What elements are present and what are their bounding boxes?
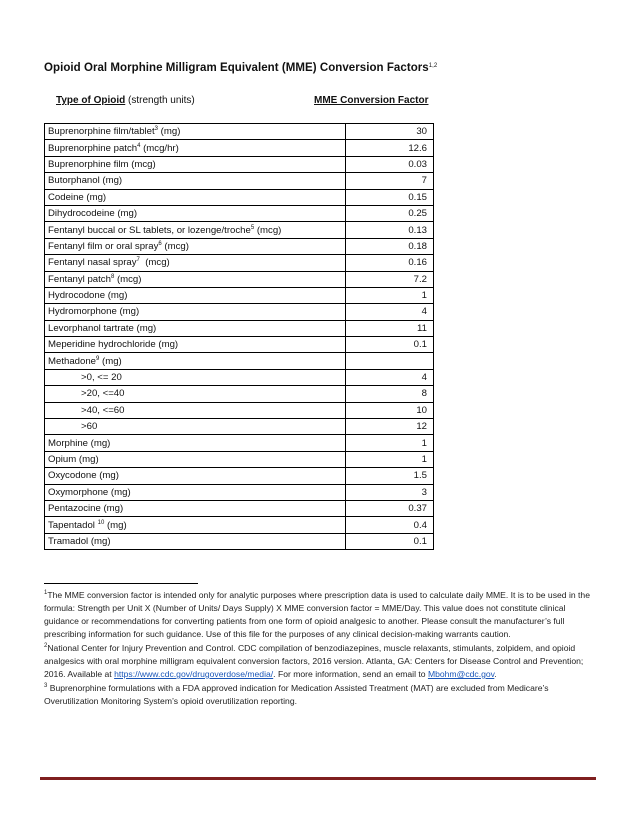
conversion-factor-cell: 0.03 [346,156,434,172]
conversion-factor-cell: 0.13 [346,222,434,238]
opioid-name-cell [45,156,346,172]
page-title [44,62,437,74]
opioid-name: Methadone [48,355,97,367]
strength-unit: (mcg) [161,240,189,252]
type-units: (strength units) [125,95,195,106]
strength-unit: (mcg) [139,257,170,269]
opioid-name: Butorphanol (mg) [48,175,123,187]
conversion-factor-cell: 12 [346,419,434,435]
opioid-name-cell [45,255,346,271]
conversion-factor-cell: 4 [346,369,434,385]
opioid-name-cell [45,369,346,385]
table-row [45,156,434,172]
table-row [45,140,434,156]
mme-conversion-table [44,123,434,550]
opioid-name-cell [45,124,346,140]
opioid-name-cell [45,484,346,500]
table-row [45,451,434,467]
opioid-name: Dihydrocodeine (mg) [48,208,138,220]
opioid-name: Buprenorphine film/tablet [48,126,155,138]
table-row [45,320,434,336]
footnote-3-text: Buprenorphine formulations with a FDA approved indication for Medication Assisted Treatment (MAT) are excluded from Medicare’s Overutilization Monitoring System’s opioid overutilization reporting. [44,683,549,706]
footnote-divider [44,583,198,584]
table-row [45,369,434,385]
table-row [45,386,434,402]
opioid-name: Meperidine hydrochloride (mg) [48,339,179,351]
footnote-3-number: 3 [44,683,48,689]
opioid-name: Buprenorphine patch [48,142,138,154]
strength-unit: (mcg) [254,224,282,236]
table-row [45,255,434,271]
table-row [45,402,434,418]
title-footnote-ref: 1,2 [428,63,438,69]
opioid-name-cell [45,238,346,254]
strength-unit: (mcg/hr) [140,142,179,154]
conversion-factor-cell: 0.1 [346,533,434,549]
footnotes [44,589,594,709]
conversion-factor-cell: 0.4 [346,517,434,533]
opioid-name: Oxycodone (mg) [48,470,119,482]
opioid-name-cell [45,353,346,369]
opioid-name-cell [45,205,346,221]
cdc-media-link[interactable]: https://www.cdc.gov/drugoverdose/media/ [114,669,274,679]
opioid-name-cell [45,468,346,484]
conversion-factor-cell: 3 [346,484,434,500]
column-header-factor: MME Conversion Factor [314,95,429,106]
conversion-factor-cell: 11 [346,320,434,336]
opioid-name-cell [45,533,346,549]
table-row [45,533,434,549]
footnote-2 [44,642,594,681]
conversion-factor-cell: 7.2 [346,271,434,287]
opioid-name-cell [45,222,346,238]
opioid-name-cell [45,386,346,402]
conversion-factor-cell: 1 [346,287,434,303]
opioid-name: Codeine (mg) [48,191,107,203]
table-row [45,189,434,205]
opioid-name-cell [45,337,346,353]
table-row [45,173,434,189]
opioid-name: Oxymorphone (mg) [48,486,131,498]
footnote-ref: 10 [97,519,105,526]
opioid-name-cell [45,287,346,303]
opioid-name: Fentanyl nasal spray [48,257,137,269]
footnote-3 [44,682,594,708]
footnote-ref: 7 [136,257,140,264]
table-row [45,484,434,500]
type-label: Type of Opioid [56,95,126,106]
footnote-ref: 5 [250,224,255,231]
strength-unit: (mg) [104,519,127,531]
conversion-factor-cell: 10 [346,402,434,418]
opioid-name: >40, <=60 [81,404,125,416]
table-row [45,500,434,516]
opioid-name-cell [45,304,346,320]
footnote-ref: 8 [110,273,115,280]
footnote-ref: 3 [154,126,159,133]
opioid-name-cell [45,271,346,287]
title-text: Opioid Oral Morphine Milligram Equivalent (MME) Conversion Factors [44,62,429,74]
table-row [45,337,434,353]
opioid-name-cell [45,189,346,205]
bottom-rule [40,777,596,780]
table-row [45,271,434,287]
opioid-name: >20, <=40 [81,388,125,400]
conversion-factor-cell: 0.16 [346,255,434,271]
opioid-name-cell [45,517,346,533]
strength-unit: (mg) [99,355,122,367]
table-row [45,435,434,451]
footnote-2-text: National Center for Injury Prevention and Control. CDC compilation of benzodiazepines, muscle relaxants, stimulants, zolpidem, and opioid analgesics with oral morphine milligram equivalent conversion factors, 2016 version. Atlanta, GA: Centers for Disease Control and Prevention; 2016. Available at [44,643,584,679]
table-row [45,205,434,221]
conversion-factor-cell: 8 [346,386,434,402]
opioid-name-cell [45,451,346,467]
opioid-name: >60 [81,421,98,433]
opioid-name-cell [45,140,346,156]
footnote-2-end: . [494,669,497,679]
conversion-factor-cell: 7 [346,173,434,189]
table-row [45,238,434,254]
opioid-name: Hydromorphone (mg) [48,306,140,318]
opioid-name-cell [45,320,346,336]
opioid-name: Morphine (mg) [48,437,111,449]
conversion-factor-cell: 4 [346,304,434,320]
footnote-2-number: 2 [44,643,48,649]
footnote-2-mid: . For more information, send an email to [273,669,428,679]
opioid-name: Hydrocodone (mg) [48,290,128,302]
opioid-name: Fentanyl buccal or SL tablets, or lozenge/troche [48,224,251,236]
conversion-factor-cell: 1 [346,435,434,451]
opioid-name: Fentanyl film or oral spray [48,240,159,252]
opioid-name: Tapentadol [48,519,98,531]
conversion-factor-cell: 0.37 [346,500,434,516]
conversion-factor-cell [346,353,434,369]
opioid-name: Opium (mg) [48,454,99,465]
conversion-factor-cell: 0.1 [346,337,434,353]
conversion-factor-cell: 0.15 [346,189,434,205]
table-row [45,468,434,484]
strength-unit: (mcg) [114,273,142,285]
conversion-factor-cell: 0.25 [346,205,434,221]
footnote-1-text: The MME conversion factor is intended only for analytic purposes where prescription data is used to calculate daily MME. It is to be used in the formula: Strength per Unit X (Number of Units/ Days Supply) X MME conversion factor = MME/Day. This value does not constitute clinical guidance or recommendations for converting patients from one form of opioid analgesic to another. Please consult the manufacturer’s full prescribing information for such guidance. Use of this file for the purposes of any clinical decision-making warrants caution. [44,590,590,639]
email-link[interactable]: Mbohm@cdc.gov [427,669,495,679]
opioid-name: Levorphanol tartrate (mg) [48,322,157,334]
table-row [45,222,434,238]
opioid-name: Fentanyl patch [48,273,111,285]
conversion-factor-cell: 30 [346,124,434,140]
table-row [45,124,434,140]
strength-unit: (mg) [158,126,181,138]
table-row [45,287,434,303]
table-row [45,353,434,369]
footnote-1-number: 1 [44,590,48,596]
opioid-name: Tramadol (mg) [48,535,111,547]
opioid-name-cell [45,435,346,451]
opioid-name-cell [45,500,346,516]
opioid-name: >0, <= 20 [81,372,122,384]
column-header-type [56,95,195,106]
footnote-1 [44,589,594,641]
conversion-factor-cell: 1.5 [346,468,434,484]
table-row [45,419,434,435]
opioid-name-cell [45,419,346,435]
footnote-ref: 6 [158,240,162,247]
table-row [45,304,434,320]
table-row [45,517,434,533]
opioid-name: Buprenorphine film (mcg) [48,158,156,170]
conversion-factor-cell: 12.6 [346,140,434,156]
footnote-ref: 9 [96,355,100,362]
footnote-ref: 4 [137,142,141,149]
opioid-name-cell [45,402,346,418]
conversion-factor-cell: 0.18 [346,238,434,254]
conversion-factor-cell: 1 [346,451,434,467]
opioid-name-cell [45,173,346,189]
opioid-name: Pentazocine (mg) [48,503,124,515]
